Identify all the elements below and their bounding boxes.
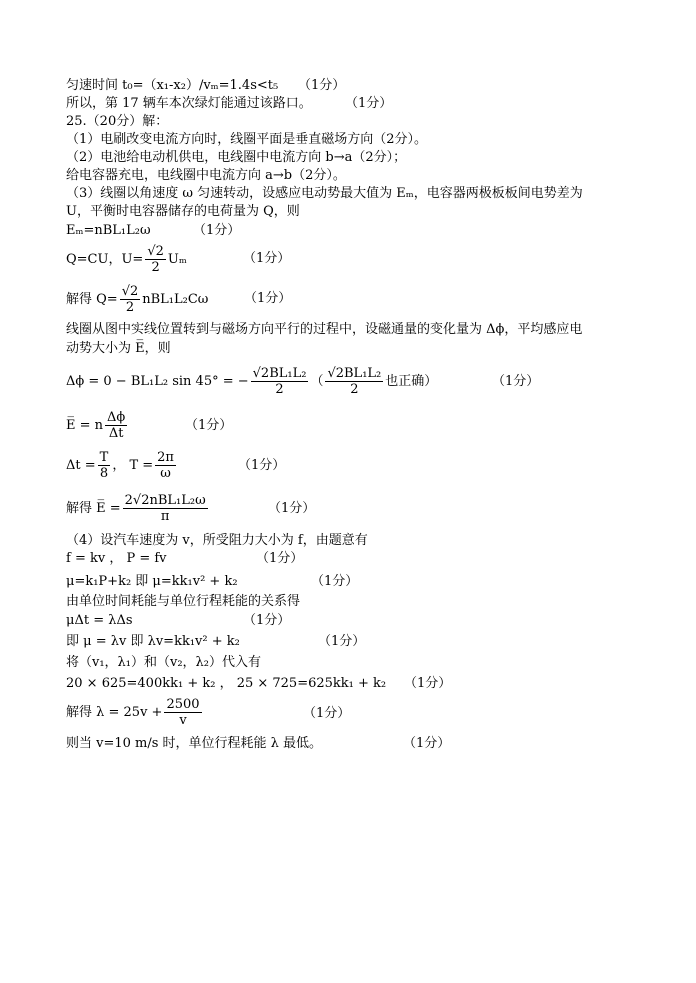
score: （1分） bbox=[403, 736, 451, 751]
score: （1分） bbox=[303, 706, 351, 721]
fraction: $\frac{\text{2√2nBL₁L₂ω}}{\pi}$ bbox=[124, 493, 206, 524]
fraction: $\frac{2500}{v}$ bbox=[166, 697, 200, 728]
line-substitute: 将（v₁，λ₁）和（v₂，λ₂）代入有 bbox=[66, 655, 262, 670]
line-f-kv: f = kv ， P = fv bbox=[66, 551, 167, 566]
score: （1分） bbox=[345, 96, 393, 111]
line-part2a: （2）电池给电动机供电，电线圈中电流方向 b→a（2分）； bbox=[66, 150, 407, 165]
line-delta-t: Δt = $\frac{T}{8}$ ， T = $\frac{2\pi}{\omega}$ bbox=[66, 450, 174, 481]
line-conclusion-17: 所以，第 17 辆车本次绿灯能通过该路口。 bbox=[66, 96, 312, 111]
line-emf-result: 解得 E̅ = $\frac{\text{2√2nBL₁L₂ω}}{\pi}$ bbox=[66, 493, 206, 524]
fraction: $\frac{√2}{2}$ bbox=[147, 244, 164, 275]
line-part2b: 给电容器充电，电线圈中电流方向 a→b（2分）。 bbox=[66, 168, 346, 183]
line-flux-change-b: 动势大小为 E̅，则 bbox=[66, 341, 171, 356]
score: （1分） bbox=[492, 374, 540, 389]
fraction: $\frac{\text{√2BL₁L₂}}{2}$ bbox=[327, 366, 382, 397]
score: （1分） bbox=[256, 551, 304, 566]
line-mu: μ=k₁P+k₂ 即 μ=kk₁v² + k₂ bbox=[66, 574, 238, 589]
fraction: $\frac{\text{√2BL₁L₂}}{2}$ bbox=[252, 366, 307, 397]
fraction: $\frac{2\pi}{\omega}$ bbox=[157, 450, 174, 481]
score: （1分） bbox=[243, 613, 291, 628]
fraction: $\frac{√2}{2}$ bbox=[121, 284, 139, 315]
line-equations: 20 × 625=400kk₁ + k₂ ， 25 × 725=625kk₁ + k₂ bbox=[66, 676, 387, 691]
line-relation: 由单位时间耗能与单位行程耗能的关系得 bbox=[66, 594, 301, 609]
line-mu-dt: μΔt = λΔs bbox=[66, 613, 133, 628]
line-em-formula: Eₘ=nBL₁L₂ω bbox=[66, 223, 151, 238]
line-minimum: 则当 v=10 m/s 时，单位行程耗能 λ 最低。 bbox=[66, 736, 323, 751]
score: （1分） bbox=[244, 291, 292, 306]
line-flux-change-a: 线圈从图中实线位置转到与磁场方向平行的过程中，设磁通量的变化量为 Δϕ，平均感应电 bbox=[66, 322, 583, 337]
line-q-cu: Q=CU，U= $\frac{√2}{2}$ Uₘ bbox=[66, 244, 187, 275]
line-avg-emf: E̅ = n $\frac{\Delta\phi}{\Delta t}$ bbox=[66, 410, 126, 441]
line-delta-phi: Δϕ = 0 − BL₁L₂ sin 45° = − $\frac{\text{√2BL₁L₂}}{2}$ （ $\frac{\text{√2BL₁L₂}}{2}$ 也正确） bbox=[66, 366, 438, 397]
fraction: $\frac{T}{8}$ bbox=[99, 450, 109, 481]
line-part3a: （3）线圈以角速度 ω 匀速转动，设感应电动势最大值为 Eₘ，电容器两极板板间电势差为 bbox=[66, 186, 583, 201]
line-part1: （1）电刷改变电流方向时，线圈平面是垂直磁场方向（2分）。 bbox=[66, 132, 428, 147]
line-part3b: U，平衡时电容器储存的电荷量为 Q，则 bbox=[66, 204, 300, 219]
score: （1分） bbox=[193, 223, 241, 238]
line-q-result: 解得 Q= $\frac{√2}{2}$ nBL₁L₂Cω bbox=[66, 284, 209, 315]
line-uniform-time: 匀速时间 t₀=（x₁-x₂）/vₘ=1.4s<t₅ bbox=[66, 78, 279, 93]
fraction: $\frac{\Delta\phi}{\Delta t}$ bbox=[107, 410, 126, 441]
score: （1分） bbox=[268, 501, 316, 516]
score: （1分） bbox=[404, 676, 452, 691]
score: （1分） bbox=[318, 634, 366, 649]
line-q25-heading: 25.（20分）解： bbox=[66, 114, 169, 129]
score: （1分） bbox=[238, 458, 286, 473]
score: （1分） bbox=[298, 78, 346, 93]
score: （1分） bbox=[311, 574, 359, 589]
line-mu-lambda: 即 μ = λv 即 λv=kk₁v² + k₂ bbox=[66, 634, 240, 649]
line-lambda-result: 解得 λ = 25v + $\frac{2500}{v}$ bbox=[66, 697, 200, 728]
score: （1分） bbox=[185, 418, 233, 433]
line-part4: （4）设汽车速度为 v，所受阻力大小为 f，由题意有 bbox=[66, 533, 368, 548]
score: （1分） bbox=[243, 251, 291, 266]
